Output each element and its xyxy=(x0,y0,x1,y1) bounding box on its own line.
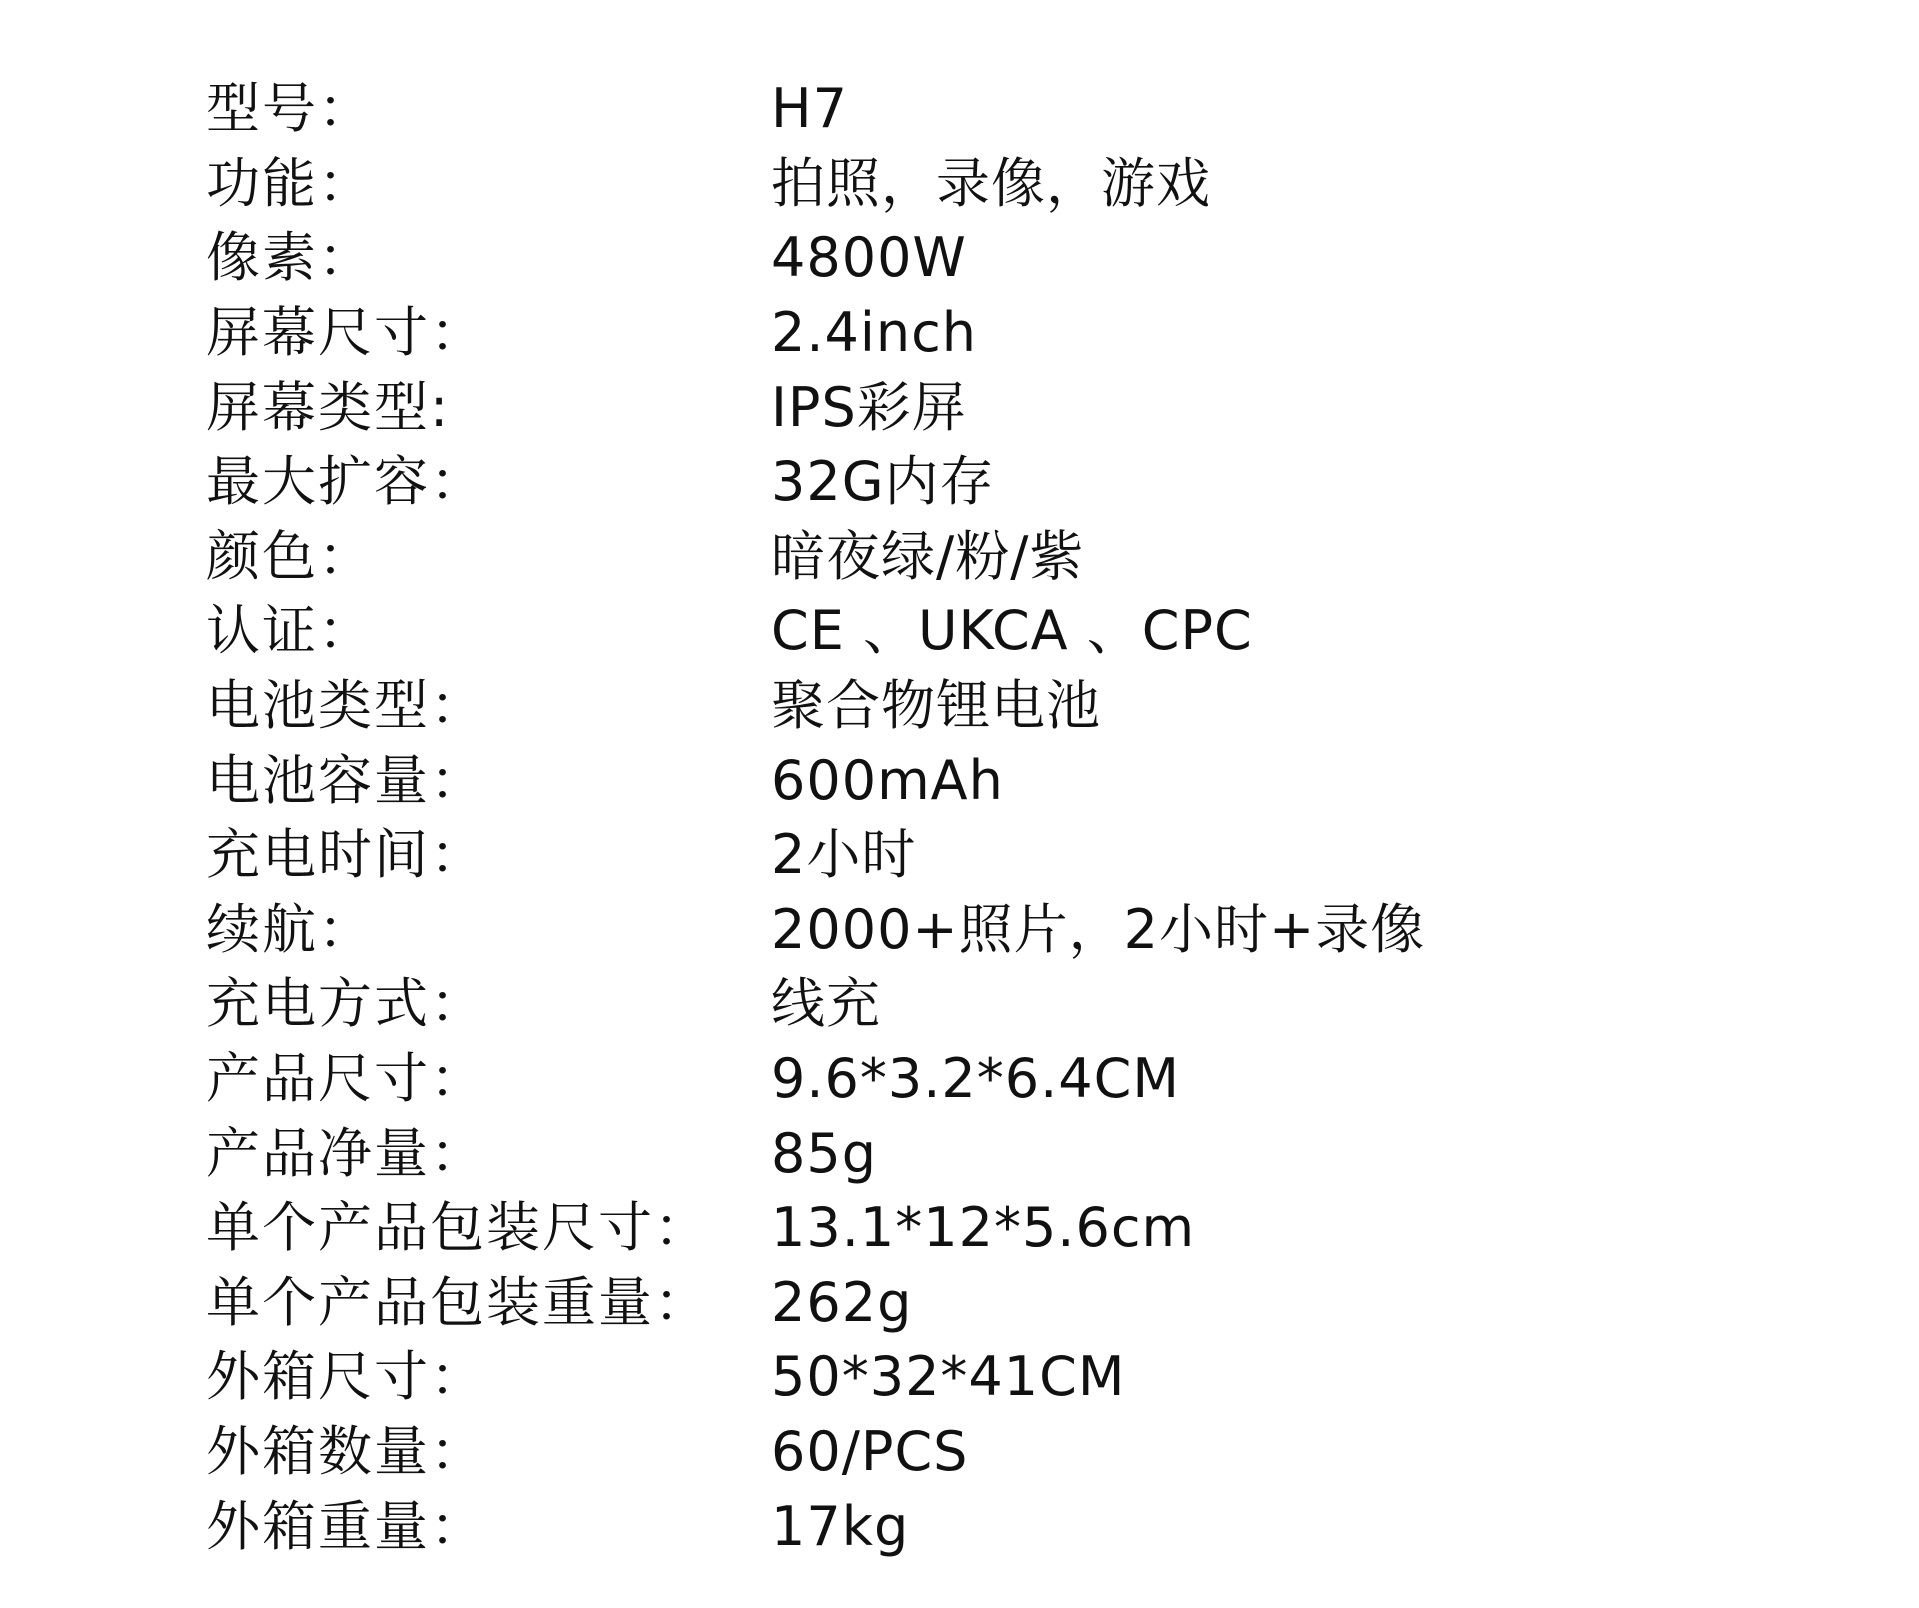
spec-row-charge-time xyxy=(206,818,1746,893)
spec-row-screen-size xyxy=(206,296,1746,371)
spec-row-carton-quantity xyxy=(206,1415,1746,1490)
spec-row-function xyxy=(206,147,1746,222)
spec-row-endurance xyxy=(206,893,1746,968)
spec-row-charge-method xyxy=(206,967,1746,1042)
spec-value: 2.4inch xyxy=(771,301,978,365)
spec-value: H7 xyxy=(771,77,848,141)
spec-row-carton-weight xyxy=(206,1489,1746,1564)
spec-label: 电池容量： xyxy=(206,748,486,812)
spec-label: 产品尺寸： xyxy=(206,1047,486,1111)
spec-value: 聚合物锂电池 xyxy=(771,674,1101,738)
spec-sheet xyxy=(206,72,1746,1564)
spec-value: 4800W xyxy=(771,226,967,290)
spec-label: 外箱尺寸： xyxy=(206,1345,486,1409)
spec-value: 17kg xyxy=(771,1494,910,1558)
spec-label: 颜色： xyxy=(206,524,374,588)
spec-row-product-size xyxy=(206,1042,1746,1117)
spec-value: 拍照，录像，游戏 xyxy=(771,151,1211,215)
spec-label: 认证： xyxy=(206,599,374,663)
spec-label: 外箱重量： xyxy=(206,1494,486,1558)
spec-value: 262g xyxy=(771,1270,913,1334)
spec-row-battery-capacity xyxy=(206,743,1746,818)
spec-label: 屏幕尺寸： xyxy=(206,301,486,365)
spec-label: 单个产品包装重量： xyxy=(206,1270,710,1334)
spec-label: 续航： xyxy=(206,897,374,961)
spec-value: 600mAh xyxy=(771,748,1004,812)
spec-label: 功能： xyxy=(206,151,374,215)
spec-row-net-weight xyxy=(206,1116,1746,1191)
spec-label: 最大扩容： xyxy=(206,450,486,514)
spec-label: 电池类型： xyxy=(206,674,486,738)
spec-value: 60/PCS xyxy=(771,1419,969,1483)
spec-row-screen-type xyxy=(206,370,1746,445)
spec-value: 32G内存 xyxy=(771,450,995,514)
spec-value: 暗夜绿/粉/紫 xyxy=(771,524,1085,588)
spec-value: IPS彩屏 xyxy=(771,375,967,439)
spec-row-certification xyxy=(206,594,1746,669)
spec-value: 13.1*12*5.6cm xyxy=(771,1196,1196,1260)
spec-row-max-storage xyxy=(206,445,1746,520)
spec-row-carton-size xyxy=(206,1340,1746,1415)
spec-label: 外箱数量： xyxy=(206,1419,486,1483)
spec-value: 9.6*3.2*6.4CM xyxy=(771,1047,1180,1111)
spec-value: 85g xyxy=(771,1121,877,1185)
spec-row-battery-type xyxy=(206,669,1746,744)
spec-row-package-size xyxy=(206,1191,1746,1266)
spec-value: 2小时 xyxy=(771,823,917,887)
spec-label: 充电时间： xyxy=(206,823,486,887)
spec-label: 单个产品包装尺寸： xyxy=(206,1196,710,1260)
spec-row-package-weight xyxy=(206,1266,1746,1341)
spec-label: 像素： xyxy=(206,226,374,290)
spec-label: 型号： xyxy=(206,77,374,141)
spec-value: 线充 xyxy=(771,972,881,1036)
spec-label: 屏幕类型: xyxy=(206,375,451,439)
spec-label: 产品净量： xyxy=(206,1121,486,1185)
spec-value: CE 、UKCA 、CPC xyxy=(771,599,1253,663)
spec-value: 2000+照片，2小时+录像 xyxy=(771,897,1426,961)
spec-row-pixels xyxy=(206,221,1746,296)
spec-row-model xyxy=(206,72,1746,147)
spec-value: 50*32*41CM xyxy=(771,1345,1126,1409)
spec-row-color xyxy=(206,520,1746,595)
spec-label: 充电方式： xyxy=(206,972,486,1036)
